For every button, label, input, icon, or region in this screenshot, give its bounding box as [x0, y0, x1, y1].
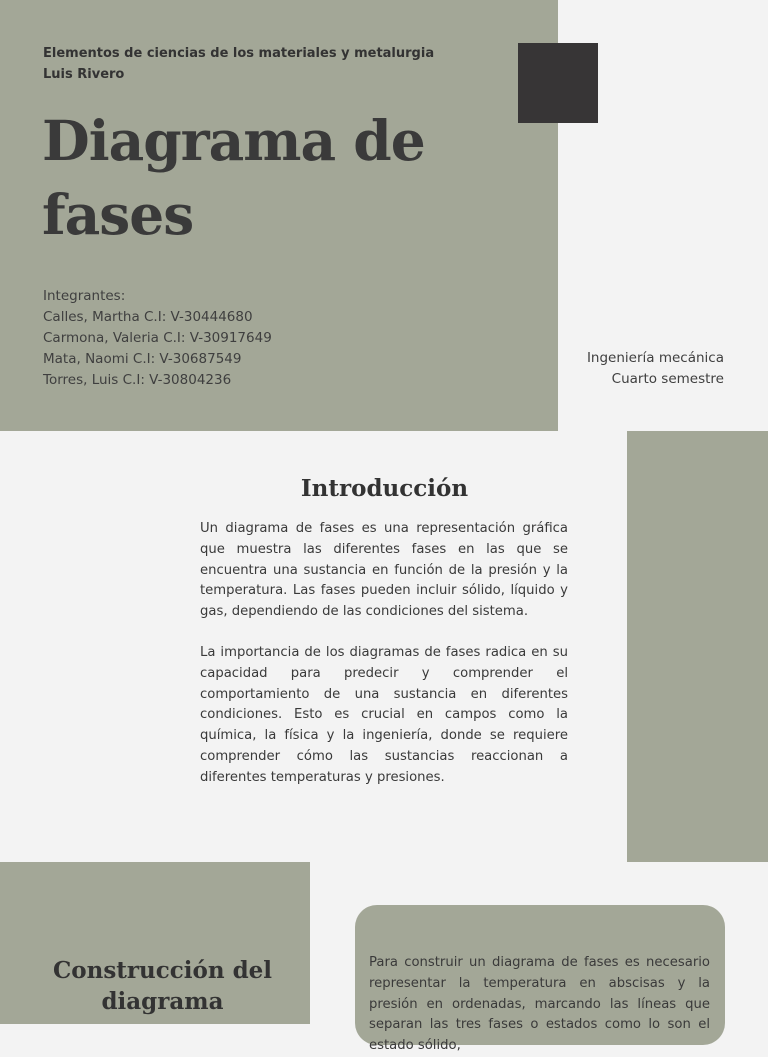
member-item: Calles, Martha C.I: V-30444680	[43, 309, 253, 325]
member-item: Mata, Naomi C.I: V-30687549	[43, 351, 242, 367]
career: Ingeniería mecánica	[586, 350, 724, 366]
member-item: Carmona, Valeria C.I: V-30917649	[43, 330, 272, 346]
program-info	[560, 348, 724, 390]
intro-paragraph-1: Un diagrama de fases es una representación gráfica que muestra las diferentes fases en las que se encuentra una sustancia en función de la presión y la temperatura. Las fases pueden incluir sólido, líquido y gas, dependiendo de las condiciones del sistema.	[200, 521, 568, 620]
decorative-square	[518, 43, 598, 123]
members-label: Integrantes:	[43, 288, 126, 304]
course-header	[43, 43, 503, 85]
intro-paragraph-2: La importancia de los diagramas de fases radica en su capacidad para predecir y comprender el comportamiento de una sustancia en diferentes condiciones. Esto es crucial en campos como la química, la física y la ingeniería, donde se requiere comprender cómo las sustancias reaccionan a diferentes temperaturas y presiones.	[200, 645, 568, 785]
construction-heading: Construcción del diagrama	[52, 957, 273, 1015]
intro-heading: Introducción	[300, 475, 469, 502]
members-list	[43, 286, 373, 391]
semester: Cuarto semestre	[611, 371, 724, 387]
member-item: Torres, Luis C.I: V-30804236	[43, 372, 232, 388]
course-name: Elementos de ciencias de los materiales y metalurgia	[43, 46, 435, 61]
right-accent-block	[627, 431, 768, 862]
construction-paragraph: Para construir un diagrama de fases es necesario representar la temperatura en abscisas y la presión en ordenadas, marcando las líneas que separan las tres fases o estados como lo son el estado sólido,	[369, 955, 710, 1054]
professor-name: Luis Rivero	[43, 67, 125, 82]
page-title: Diagrama de fases	[42, 108, 425, 247]
